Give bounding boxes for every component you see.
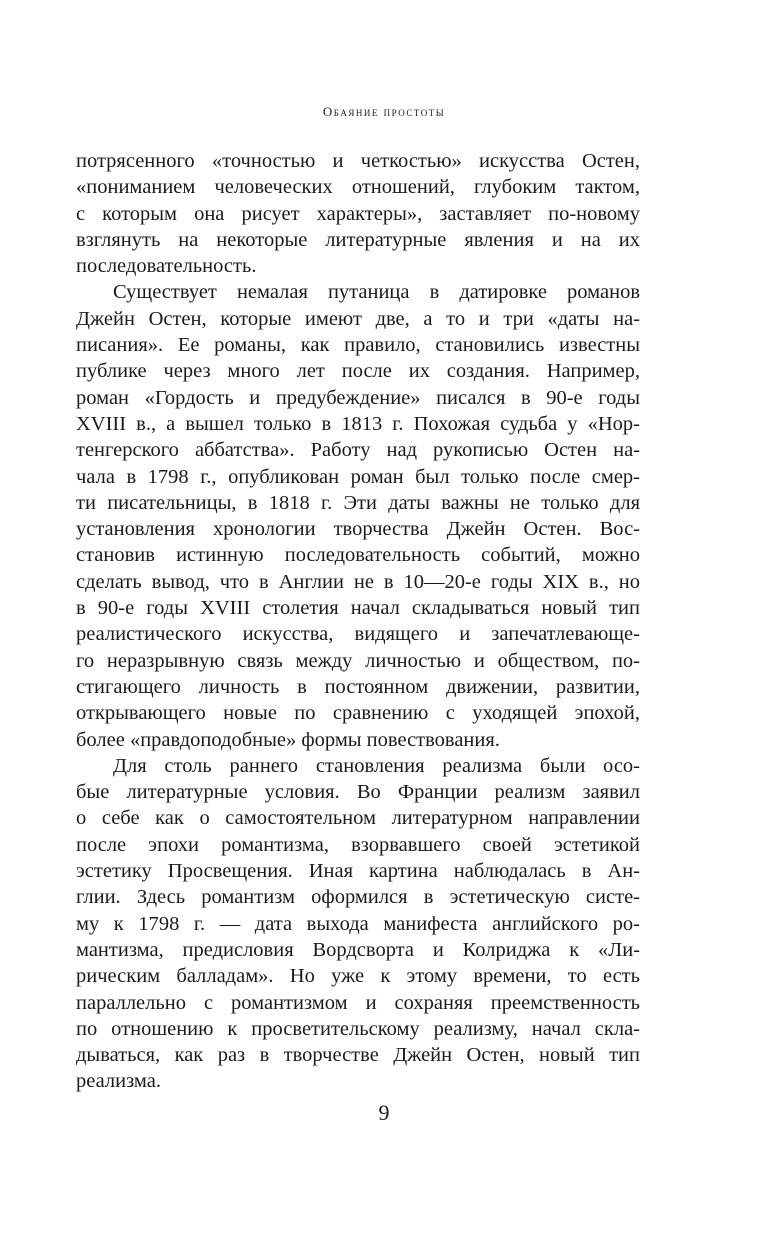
text-line: о себе как о самостоятельном литературном направлении: [76, 807, 640, 830]
text-line: после эпохи романтизма, взорвавшего своей эстетикой: [76, 833, 640, 856]
text-line: реалистического искусства, видящего и запечатлевающе-: [76, 623, 640, 646]
text-line: взглянуть на некоторые литературные явления и на их: [76, 228, 640, 251]
text-line: бые литературные условия. Во Франции реализм заявил: [76, 781, 640, 804]
body-text: [76, 148, 640, 1095]
text-line: Существует немалая путаница в датировке романов: [113, 281, 640, 304]
text-line: чала в 1798 г., опубликован роман был только после смер-: [76, 465, 640, 488]
text-line: тенгерского аббатства». Работу над рукописью Остен на-: [76, 439, 640, 462]
text-line: рическим балладам». Но уже к этому времени, то есть: [76, 965, 640, 988]
text-line: потрясенного «точностью и четкостью» искусства Остен,: [76, 150, 640, 172]
text-line: параллельно с романтизмом и сохраняя преемственность: [76, 991, 640, 1014]
text-line: Для столь раннего становления реализма были осо-: [113, 754, 640, 777]
running-head: Обаяние простоты: [322, 104, 446, 119]
text-line: дываться, как раз в творчестве Джейн Остен, новый тип: [76, 1044, 640, 1067]
text-line: открывающего новые по сравнению с уходящей эпохой,: [76, 702, 640, 725]
text-line: публике через много лет после их создания. Например,: [76, 360, 640, 383]
text-line: в 90-е годы XVIII столетия начал складываться новый тип: [76, 597, 640, 620]
text-line: го неразрывную связь между личностью и обществом, по-: [76, 649, 640, 672]
text-line: ти писательницы, в 1818 г. Эти даты важны не только для: [76, 491, 640, 514]
text-line: писания». Ее романы, как правило, становились известны: [76, 334, 640, 357]
text-line: сделать вывод, что в Англии не в 10—20-е годы XIX в., но: [76, 570, 640, 593]
text-line: по отношению к просветительскому реализму, начал скла-: [76, 1017, 640, 1040]
text-line: эстетику Просвещения. Иная картина наблюдалась в Ан-: [76, 860, 640, 883]
text-line: Джейн Остен, которые имеют две, а то и три «даты на-: [76, 307, 640, 330]
text-line: му к 1798 г. — дата выхода манифеста английского ро-: [76, 912, 640, 935]
text-line: последовательность.: [76, 255, 257, 278]
page-number: 9: [378, 1100, 390, 1125]
text-line: глии. Здесь романтизм оформился в эстетическую систе-: [76, 886, 640, 909]
text-line: более «правдоподобные» формы повествования.: [76, 728, 500, 751]
text-line: «пониманием человеческих отношений, глубоким тактом,: [76, 176, 640, 199]
text-line: мантизма, предисловия Вордсворта и Колриджа к «Ли-: [76, 938, 640, 961]
text-line: стигающего личность в постоянном движении, развитии,: [76, 675, 640, 698]
text-line: становив истинную последовательность событий, можно: [76, 544, 640, 567]
text-line: с которым она рисует характеры», заставляет по-новому: [76, 202, 640, 225]
text-line: роман «Гордость и предубеждение» писался в 90-е годы: [76, 386, 640, 409]
text-line: XVIII в., а вышел только в 1813 г. Похожая судьба у «Нор-: [76, 412, 640, 435]
text-line: реализма.: [76, 1070, 161, 1093]
text-line: установления хронологии творчества Джейн Остен. Вос-: [76, 518, 640, 541]
